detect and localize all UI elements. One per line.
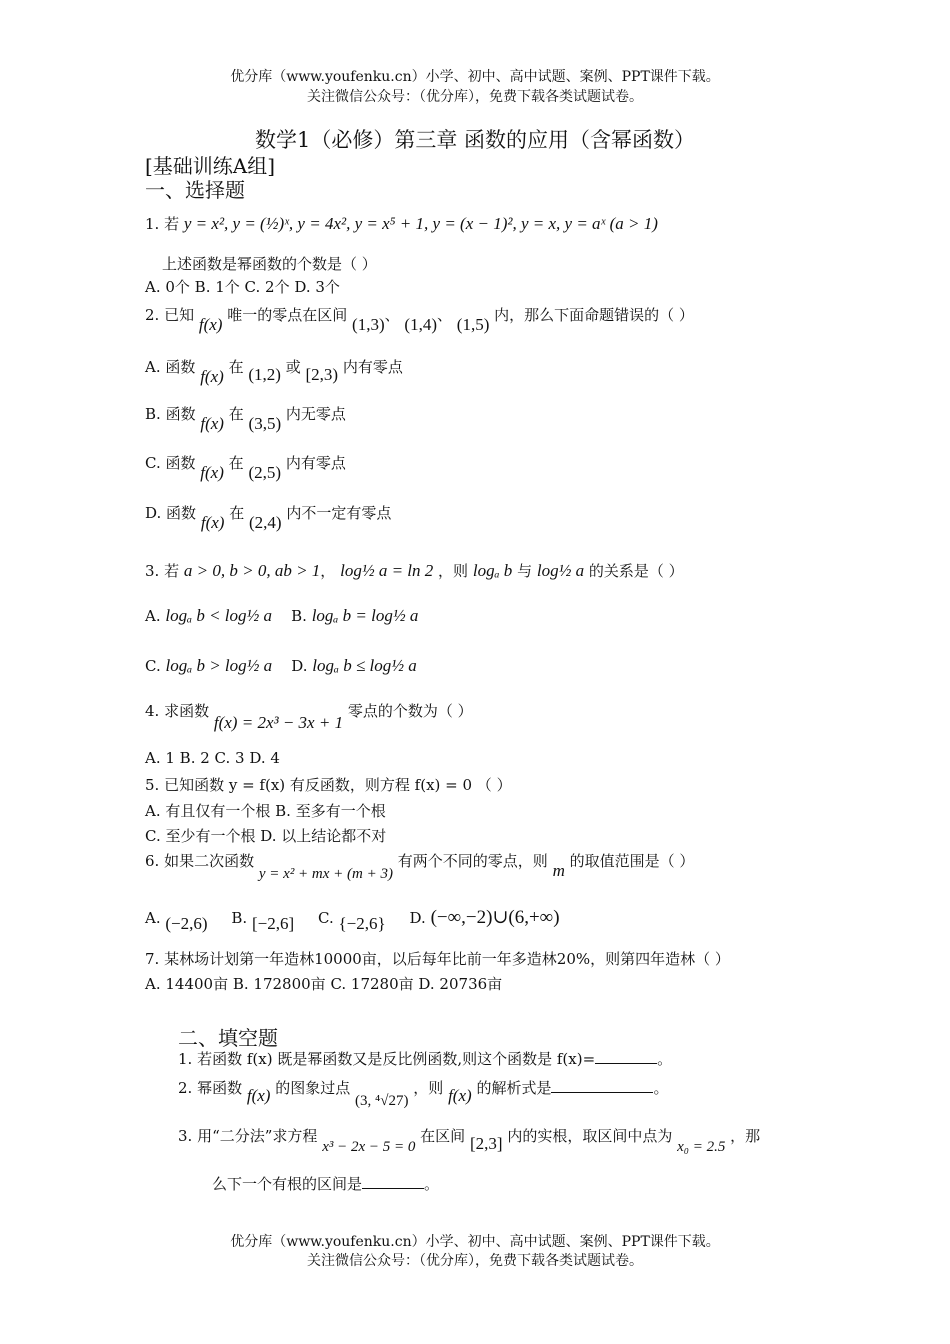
q2-option-d-interval: (2,4) xyxy=(249,513,282,532)
f3-text-d: ，那 xyxy=(730,1127,761,1145)
q6-options xyxy=(145,906,560,933)
f1-stem xyxy=(178,1048,672,1069)
q2-interval-3: (1,5) xyxy=(456,315,490,334)
q2-option-b-zai: 在 xyxy=(228,405,244,423)
q2-option-c xyxy=(145,452,346,482)
q3-yu: 与 xyxy=(517,562,533,580)
f2-text-d: 的解析式是 xyxy=(476,1079,552,1097)
footer-line-2: 关注微信公众号：（优分库），免费下载各类试题试卷。 xyxy=(307,1253,643,1269)
q2-text-b: 唯一的零点在区间 xyxy=(227,306,348,324)
f2-point: (3, ⁴√27) xyxy=(355,1093,409,1109)
q2-option-d-f: f(x) xyxy=(200,513,225,532)
q6-option-b-label: B. xyxy=(231,909,248,927)
f2-text-c: ，则 xyxy=(413,1079,444,1097)
q2-option-a-f: f(x) xyxy=(200,367,224,386)
q2-option-c-label: C. xyxy=(145,454,161,472)
f3-stem xyxy=(178,1125,761,1155)
q6-m: m xyxy=(552,861,565,880)
q4-text-b: 零点的个数为（ ） xyxy=(347,702,473,720)
q4-expression: f(x) = 2x³ − 3x + 1 xyxy=(213,713,344,732)
q3-options-row-1 xyxy=(145,606,418,626)
q5-options-row-2: C. 至少有一个根 D. 以上结论都不对 xyxy=(145,827,387,845)
q6-option-d: (−∞,−2)∪(6,+∞) xyxy=(430,907,560,928)
q6-text-a: 6. 如果二次函数 xyxy=(145,852,255,870)
f3-text-c: 内的实根，取区间中点为 xyxy=(507,1127,673,1145)
q2-option-a-pre: 函数 xyxy=(165,358,196,376)
q2-stem xyxy=(145,304,694,334)
f1-text: 1. 若函数 f(x) 既是幂函数又是反比例函数,则这个函数是 f(x)= xyxy=(178,1050,596,1068)
q3-option-b: logₐ b = log½ a xyxy=(311,606,419,625)
q2-option-d-zai: 在 xyxy=(229,504,245,522)
q6-text-b: 有两个不同的零点，则 xyxy=(397,852,548,870)
q2-option-c-post: 内有零点 xyxy=(285,454,346,472)
q3-option-c: logₐ b > log½ a xyxy=(165,656,273,675)
q6-text-c: 的取值范围是（ ） xyxy=(569,852,695,870)
q5-stem: 5. 已知函数 y = f(x) 有反函数，则方程 f(x) = 0 （ ） xyxy=(145,776,512,794)
f3-equation: x³ − 2x − 5 = 0 xyxy=(322,1139,416,1155)
q2-sep-2: 、 xyxy=(437,306,453,324)
q3-option-a-label: A. xyxy=(145,607,161,625)
q2-option-d xyxy=(145,502,392,532)
q3-option-b-label: B. xyxy=(291,607,307,625)
q3-condition: a > 0, b > 0, ab > 1 xyxy=(183,561,321,580)
q2-option-a-zai: 在 xyxy=(228,358,244,376)
f3-interval: [2,3] xyxy=(469,1134,503,1153)
q2-sep-1: 、 xyxy=(384,306,400,324)
q2-option-c-pre: 函数 xyxy=(165,454,196,472)
q6-expression: y = x² + mx + (m + 3) xyxy=(258,866,393,882)
f1-end: 。 xyxy=(657,1050,673,1068)
q1-label: 1. 若 xyxy=(145,215,180,233)
q2-option-a-post: 内有零点 xyxy=(342,358,403,376)
q3-text-c: 的关系是（ ） xyxy=(588,562,684,580)
q3-option-a: logₐ b < log½ a xyxy=(165,606,273,625)
q2-option-a-or: 或 xyxy=(285,358,301,376)
q1-expression: y = x², y = (½)ˣ, y = 4x², y = x⁵ + 1, y = (x − 1)², y = x, y = aˣ (a > 1) xyxy=(183,214,658,233)
q7-stem: 7. 某林场计划第一年造林10000亩，以后每年比前一年多造林20%，则第四年造林（ ） xyxy=(145,950,730,968)
f2-f: f(x) xyxy=(246,1086,271,1105)
f2-answer-blank[interactable] xyxy=(551,1078,653,1093)
header-line-2: 关注微信公众号：（优分库），免费下载各类试题试卷。 xyxy=(307,89,643,105)
q2-option-a-label: A. xyxy=(145,358,161,376)
f2-f-2: f(x) xyxy=(448,1086,472,1105)
q2-interval-2: (1,4) xyxy=(404,315,437,334)
q3-option-c-label: C. xyxy=(145,657,161,675)
q2-option-b-post: 内无零点 xyxy=(285,405,346,423)
f3-answer-blank[interactable] xyxy=(362,1174,424,1189)
q6-option-d-label: D. xyxy=(409,909,426,927)
f2-text-a: 2. 幂函数 xyxy=(178,1079,243,1097)
q3-equation: log½ a = ln 2 xyxy=(340,561,434,580)
f3-line-2 xyxy=(212,1173,439,1194)
q4-text-a: 4. 求函数 xyxy=(145,702,210,720)
q2-text-a: 2. 已知 xyxy=(145,306,195,324)
header-line-1: 优分库（www.youfenku.cn）小学、初中、高中试题、案例、PPT课件下载。 xyxy=(230,69,720,85)
q2-option-a xyxy=(145,356,403,386)
q6-option-c: {−2,6} xyxy=(338,914,386,933)
f2-text-b: 的图象过点 xyxy=(275,1079,351,1097)
f1-answer-blank[interactable] xyxy=(595,1049,657,1064)
q3-stem xyxy=(145,560,684,581)
q2-option-c-zai: 在 xyxy=(228,454,244,472)
q2-option-b-label: B. xyxy=(145,405,161,423)
footer-line-1: 优分库（www.youfenku.cn）小学、初中、高中试题、案例、PPT课件下载。 xyxy=(230,1234,720,1250)
q2-option-c-f: f(x) xyxy=(200,463,224,482)
q6-option-a-label: A. xyxy=(145,909,161,927)
q3-text-a: 3. 若 xyxy=(145,562,180,580)
q2-option-d-pre: 函数 xyxy=(166,504,197,522)
q6-option-c-label: C. xyxy=(318,909,334,927)
q7-options: A. 14400亩 B. 172800亩 C. 17280亩 D. 20736亩 xyxy=(145,975,503,993)
q2-option-b-f: f(x) xyxy=(200,414,224,433)
q2-interval-1: (1,3) xyxy=(352,315,385,334)
q2-option-d-label: D. xyxy=(145,504,162,522)
f2-stem xyxy=(178,1077,669,1109)
f2-end: 。 xyxy=(653,1079,669,1097)
q2-f: f(x) xyxy=(198,315,223,334)
q4-stem xyxy=(145,700,473,732)
q6-option-b: [−2,6] xyxy=(251,914,295,933)
q4-options: A. 1 B. 2 C. 3 D. 4 xyxy=(145,749,280,767)
q3-options-row-2 xyxy=(145,656,417,676)
q3-comma: ， xyxy=(320,562,336,580)
section-fill-heading: 二、填空题 xyxy=(178,1026,278,1050)
q3-expr-2: log½ a xyxy=(536,561,585,580)
f3-text-a: 3. 用“二分法”求方程 xyxy=(178,1127,318,1145)
f3-text-b: 在区间 xyxy=(420,1127,466,1145)
q2-option-b-interval: (3,5) xyxy=(248,414,282,433)
f3-line-2-text: 么下一个有根的区间是 xyxy=(212,1175,363,1193)
q1-line-2: 上述函数是幂函数的个数是（ ） xyxy=(162,255,377,273)
q3-option-d: logₐ b ≤ log½ a xyxy=(312,656,417,675)
f3-end: 。 xyxy=(424,1175,440,1193)
q1-stem xyxy=(145,213,658,234)
q6-stem xyxy=(145,850,695,882)
q3-text-b: ，则 xyxy=(438,562,469,580)
q2-text-c: 内，那么下面命题错误的（ ） xyxy=(494,306,694,324)
section-choice-heading: 一、选择题 xyxy=(145,178,245,202)
q2-option-b-pre: 函数 xyxy=(165,405,196,423)
q2-option-b xyxy=(145,403,346,433)
q2-option-d-post: 内不一定有零点 xyxy=(286,504,392,522)
page-title: 数学1（必修）第三章 函数的应用（含幂函数） xyxy=(254,128,696,152)
f3-midpoint: x₀ = 2.5 xyxy=(677,1139,726,1155)
group-label: [基础训练A组] xyxy=(145,154,276,178)
q5-options-row-1: A. 有且仅有一个根 B. 至多有一个根 xyxy=(145,802,386,820)
q6-option-a: (−2,6) xyxy=(165,914,208,933)
q3-expr-1: logₐ b xyxy=(472,561,513,580)
q2-option-a-interval-2: [2,3) xyxy=(305,365,339,384)
q1-options: A. 0个 B. 1个 C. 2个 D. 3个 xyxy=(145,278,340,296)
q3-option-d-label: D. xyxy=(291,657,308,675)
q2-option-a-interval-1: (1,2) xyxy=(248,365,281,384)
q2-option-c-interval: (2,5) xyxy=(248,463,282,482)
